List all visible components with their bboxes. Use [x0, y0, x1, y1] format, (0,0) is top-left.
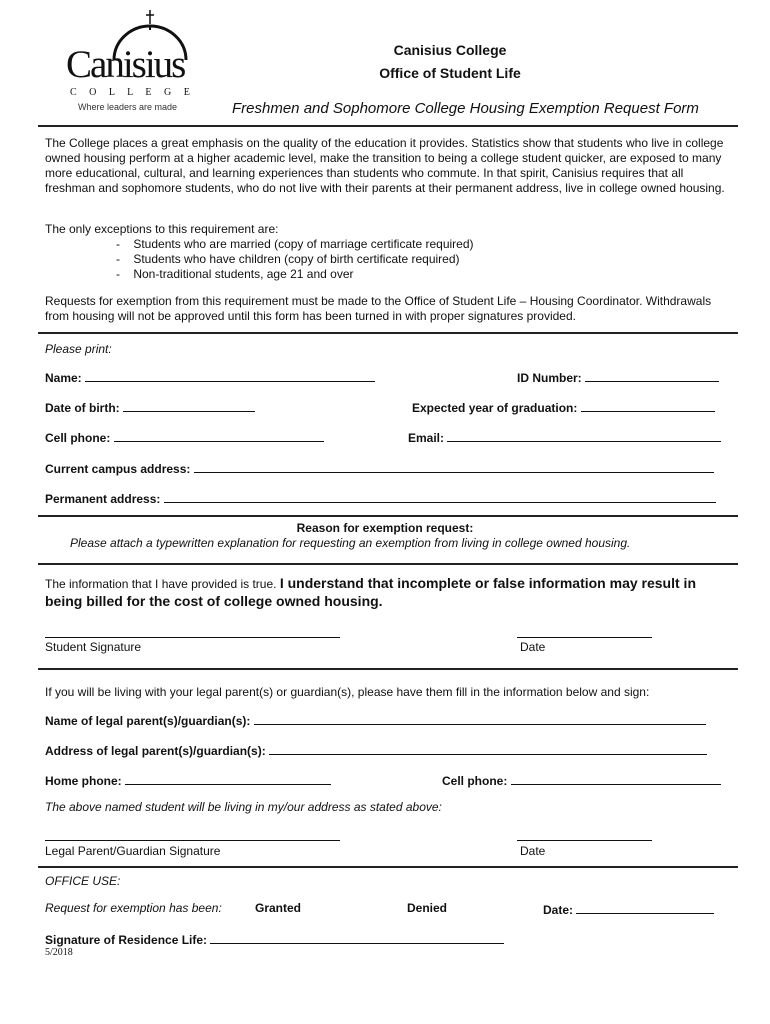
divider-reason: [38, 515, 738, 517]
dob-blank[interactable]: [123, 399, 255, 412]
logo-wordmark: Canisius: [66, 43, 185, 86]
office-request-label: Request for exemption has been:: [45, 901, 222, 915]
parent-address-field[interactable]: Address of legal parent(s)/guardian(s):: [45, 742, 707, 758]
parent-cell-phone-blank[interactable]: [511, 772, 721, 785]
office-denied-option[interactable]: Denied: [407, 901, 448, 915]
parent-cell-phone-field[interactable]: Cell phone:: [442, 772, 721, 788]
divider-top: [38, 125, 738, 127]
logo-tagline: Where leaders are made: [78, 102, 178, 112]
grad-year-blank[interactable]: [581, 399, 715, 412]
student-date-line[interactable]: [517, 637, 652, 638]
parent-date-line[interactable]: [517, 840, 652, 841]
office-granted-option[interactable]: Granted: [255, 901, 302, 915]
exceptions-intro: The only exceptions to this requirement are:: [45, 222, 279, 236]
dob-field[interactable]: Date of birth:: [45, 399, 255, 415]
certify-statement: The information that I have provided is true. I understand that incomplete or false information may result in being billed for the cost of college owned housing.: [45, 575, 696, 609]
divider-certify: [38, 563, 738, 565]
reason-note: Please attach a typewritten explanation for requesting an exemption from living in college owned housing.: [70, 536, 631, 550]
name-field[interactable]: Name:: [45, 369, 375, 385]
parent-statement: The above named student will be living in my/our address as stated above:: [45, 800, 442, 814]
header-college-name: Canisius College: [393, 42, 507, 58]
residence-life-signature-field[interactable]: Signature of Residence Life:: [45, 931, 504, 947]
divider-student-info: [38, 332, 738, 334]
office-use-title: OFFICE USE:: [45, 874, 121, 888]
permanent-address-field[interactable]: Permanent address:: [45, 490, 716, 506]
divider-office: [38, 866, 738, 868]
office-date-blank[interactable]: [576, 901, 714, 914]
permanent-address-blank[interactable]: [164, 490, 716, 503]
parent-signature-label: Legal Parent/Guardian Signature: [45, 844, 221, 858]
id-number-field[interactable]: ID Number:: [517, 369, 719, 385]
form-title: Freshmen and Sophomore College Housing Exemption Request Form: [232, 100, 699, 117]
student-signature-label: Student Signature: [45, 640, 142, 654]
reason-title: Reason for exemption request:: [296, 521, 474, 535]
id-number-blank[interactable]: [585, 369, 719, 382]
home-phone-blank[interactable]: [125, 772, 331, 785]
exceptions-list: [116, 237, 474, 282]
cell-phone-blank[interactable]: [114, 429, 324, 442]
parent-name-blank[interactable]: [254, 712, 706, 725]
parent-date-label: Date: [520, 844, 546, 858]
residence-life-signature-blank[interactable]: [210, 931, 504, 944]
intro-paragraph: The College places a great emphasis on the quality of the education it provides. Statistics show that students who live in college owned housing perform at a higher academic level, make the transition to being a college student quicker, are exposed to many more educational, cultural, and learning experiences than students who commute. In that spirit, Canisius requires that all freshman and sophomore students, who do not live with their parents at their permanent address, live in college owned housing.: [45, 136, 725, 195]
email-field[interactable]: Email:: [408, 429, 721, 445]
logo-college-subtext: C O L L E G E: [70, 87, 195, 98]
parent-address-blank[interactable]: [269, 742, 707, 755]
header-office-name: Office of Student Life: [379, 65, 521, 81]
parent-signature-line[interactable]: [45, 840, 340, 841]
list-item: - Non-traditional students, age 21 and over: [116, 267, 354, 281]
campus-address-blank[interactable]: [194, 460, 714, 473]
divider-parent: [38, 668, 738, 670]
grad-year-field[interactable]: Expected year of graduation:: [412, 399, 715, 415]
name-blank[interactable]: [85, 369, 375, 382]
student-date-label: Date: [520, 640, 546, 654]
parent-intro: If you will be living with your legal parent(s) or guardian(s), please have them fill in the information below and sign:: [45, 685, 650, 699]
college-logo: [62, 8, 195, 116]
list-item: - Students who have children (copy of birth certificate required): [116, 252, 460, 266]
parent-name-field[interactable]: Name of legal parent(s)/guardian(s):: [45, 712, 706, 728]
requests-paragraph: Requests for exemption from this requirement must be made to the Office of Student Life – Housing Coordinator. Withdrawals from housing will not be approved until this form has been turned in with proper signatures provided.: [45, 294, 712, 323]
certify-warning: I understand that incomplete or false information may result in being billed for the cost of college owned housing.: [45, 575, 696, 609]
cell-phone-field[interactable]: Cell phone:: [45, 429, 324, 445]
email-blank[interactable]: [447, 429, 721, 442]
home-phone-field[interactable]: Home phone:: [45, 772, 331, 788]
form-version: 5/2018: [45, 947, 73, 958]
office-date-field[interactable]: Date:: [543, 901, 714, 917]
list-item: - Students who are married (copy of marriage certificate required): [116, 237, 474, 251]
campus-address-field[interactable]: Current campus address:: [45, 460, 714, 476]
please-print-label: Please print:: [45, 342, 112, 356]
student-signature-line[interactable]: [45, 637, 340, 638]
